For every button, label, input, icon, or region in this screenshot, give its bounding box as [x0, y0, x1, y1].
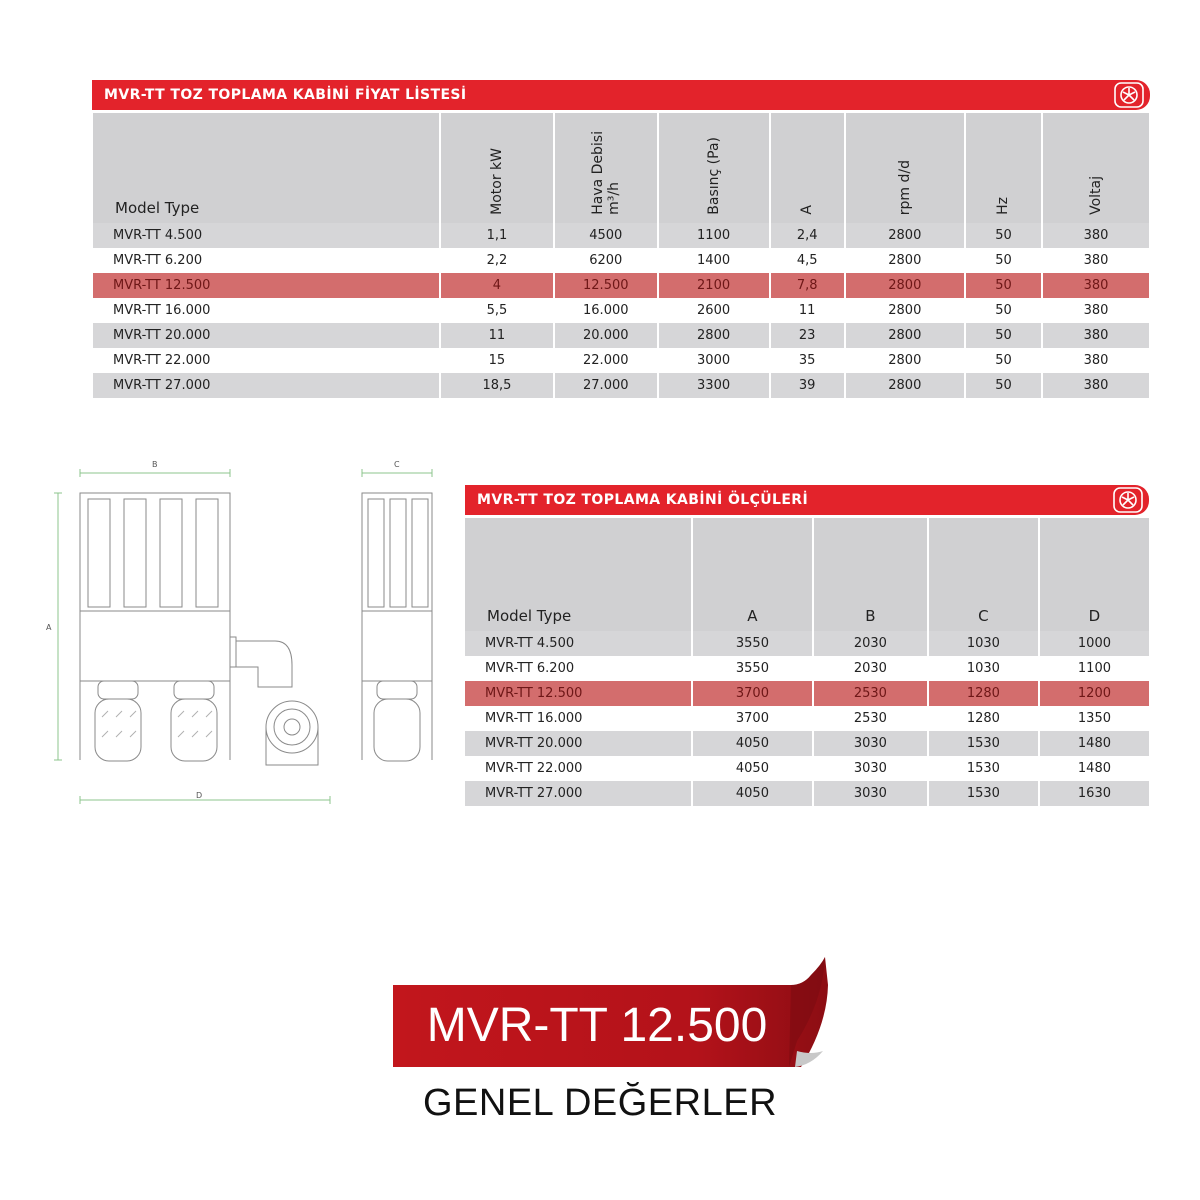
col-b: B: [814, 518, 927, 631]
price-list-table: [91, 113, 1151, 398]
cell-voltage: 380: [1043, 223, 1149, 248]
table-row: [465, 781, 1149, 806]
price-list-title-bar: [92, 80, 1150, 110]
cell-amp: 39: [771, 373, 844, 398]
cell-hz: 50: [966, 298, 1041, 323]
fan-logo-icon: [1113, 487, 1143, 513]
cell-d: 1100: [1040, 656, 1149, 681]
cell-voltage: 380: [1043, 298, 1149, 323]
cell-model: MVR-TT 27.000: [93, 373, 439, 398]
col-c: C: [929, 518, 1038, 631]
cell-a: 4050: [693, 731, 812, 756]
cell-air: 4500: [555, 223, 657, 248]
cell-d: 1000: [1040, 631, 1149, 656]
cell-pressure: 2100: [659, 273, 769, 298]
cell-amp: 35: [771, 348, 844, 373]
cell-pressure: 1400: [659, 248, 769, 273]
col-air-flow: Hava Debisim³/h: [555, 113, 657, 223]
table-row: [93, 348, 1149, 373]
table-row: [465, 756, 1149, 781]
banner-subtitle: GENEL DEĞERLER: [422, 1082, 778, 1124]
cell-b: 2530: [814, 681, 927, 706]
cell-c: 1280: [929, 681, 1038, 706]
col-d: D: [1040, 518, 1149, 631]
cell-voltage: 380: [1043, 248, 1149, 273]
col-a: A: [693, 518, 812, 631]
cell-air: 12.500: [555, 273, 657, 298]
cell-b: 3030: [814, 731, 927, 756]
table-row-highlighted: [93, 273, 1149, 298]
cell-b: 2030: [814, 656, 927, 681]
cell-amp: 4,5: [771, 248, 844, 273]
cell-motor: 4: [441, 273, 553, 298]
cell-model: MVR-TT 16.000: [93, 298, 439, 323]
cell-motor: 2,2: [441, 248, 553, 273]
cell-c: 1530: [929, 756, 1038, 781]
cell-d: 1200: [1040, 681, 1149, 706]
cell-air: 20.000: [555, 323, 657, 348]
table-row: [93, 248, 1149, 273]
cell-c: 1280: [929, 706, 1038, 731]
table-row: [93, 373, 1149, 398]
cell-c: 1030: [929, 656, 1038, 681]
cell-rpm: 2800: [846, 323, 964, 348]
cell-pressure: 3000: [659, 348, 769, 373]
col-pressure: Basınç (Pa): [659, 113, 769, 223]
cell-a: 3700: [693, 706, 812, 731]
cell-amp: 23: [771, 323, 844, 348]
dimensions-title: MVR-TT TOZ TOPLAMA KABİNİ ÖLÇÜLERİ: [477, 492, 809, 508]
cell-voltage: 380: [1043, 273, 1149, 298]
cell-motor: 18,5: [441, 373, 553, 398]
cell-c: 1530: [929, 781, 1038, 806]
cell-motor: 1,1: [441, 223, 553, 248]
table-row: [465, 731, 1149, 756]
col-voltage: Voltaj: [1043, 113, 1149, 223]
cell-voltage: 380: [1043, 373, 1149, 398]
fan-logo-icon: [1114, 82, 1144, 108]
cell-c: 1030: [929, 631, 1038, 656]
col-model-type: Model Type: [93, 113, 439, 223]
cell-model: MVR-TT 12.500: [465, 681, 691, 706]
dimensions-table: [463, 518, 1151, 806]
cell-rpm: 2800: [846, 373, 964, 398]
cell-b: 3030: [814, 781, 927, 806]
cell-pressure: 2600: [659, 298, 769, 323]
cell-model: MVR-TT 4.500: [465, 631, 691, 656]
cell-air: 22.000: [555, 348, 657, 373]
col-rpm: rpm d/d: [846, 113, 964, 223]
cell-pressure: 2800: [659, 323, 769, 348]
cell-b: 2030: [814, 631, 927, 656]
cell-model: MVR-TT 6.200: [465, 656, 691, 681]
cell-amp: 7,8: [771, 273, 844, 298]
cell-pressure: 3300: [659, 373, 769, 398]
cell-model: MVR-TT 12.500: [93, 273, 439, 298]
price-list-title: MVR-TT TOZ TOPLAMA KABİNİ FİYAT LİSTESİ: [104, 87, 467, 103]
cell-c: 1530: [929, 731, 1038, 756]
cell-d: 1350: [1040, 706, 1149, 731]
cell-air: 16.000: [555, 298, 657, 323]
col-motor-kw: Motor kW: [441, 113, 553, 223]
cell-model: MVR-TT 20.000: [465, 731, 691, 756]
cell-d: 1480: [1040, 731, 1149, 756]
cell-hz: 50: [966, 273, 1041, 298]
model-banner: [393, 955, 833, 1075]
cell-amp: 11: [771, 298, 844, 323]
dim-label-b: B: [152, 460, 158, 469]
cell-b: 3030: [814, 756, 927, 781]
cell-rpm: 2800: [846, 248, 964, 273]
dim-label-c: C: [394, 460, 400, 469]
cell-hz: 50: [966, 248, 1041, 273]
cell-pressure: 1100: [659, 223, 769, 248]
dimensions-title-bar: [465, 485, 1149, 515]
cell-amp: 2,4: [771, 223, 844, 248]
cell-motor: 11: [441, 323, 553, 348]
cell-hz: 50: [966, 223, 1041, 248]
cell-rpm: 2800: [846, 348, 964, 373]
cell-air: 27.000: [555, 373, 657, 398]
cell-d: 1630: [1040, 781, 1149, 806]
cell-motor: 15: [441, 348, 553, 373]
cell-model: MVR-TT 22.000: [93, 348, 439, 373]
table-row: [465, 706, 1149, 731]
cell-d: 1480: [1040, 756, 1149, 781]
col-amp: A: [771, 113, 844, 223]
cell-b: 2530: [814, 706, 927, 731]
cell-model: MVR-TT 16.000: [465, 706, 691, 731]
dim-label-a: A: [46, 623, 52, 632]
table-row: [465, 631, 1149, 656]
cell-rpm: 2800: [846, 298, 964, 323]
table-row: [93, 323, 1149, 348]
cell-air: 6200: [555, 248, 657, 273]
cell-a: 3550: [693, 631, 812, 656]
cell-voltage: 380: [1043, 323, 1149, 348]
cell-voltage: 380: [1043, 348, 1149, 373]
col-model-type: Model Type: [465, 518, 691, 631]
cell-model: MVR-TT 27.000: [465, 781, 691, 806]
table-row: [465, 656, 1149, 681]
cell-hz: 50: [966, 373, 1041, 398]
cell-a: 4050: [693, 781, 812, 806]
cell-hz: 50: [966, 348, 1041, 373]
cell-motor: 5,5: [441, 298, 553, 323]
cell-model: MVR-TT 4.500: [93, 223, 439, 248]
cell-a: 3700: [693, 681, 812, 706]
table-row-highlighted: [465, 681, 1149, 706]
dust-cabinet-drawing: [40, 455, 440, 805]
cell-rpm: 2800: [846, 273, 964, 298]
cell-a: 3550: [693, 656, 812, 681]
col-hz: Hz: [966, 113, 1041, 223]
cell-rpm: 2800: [846, 223, 964, 248]
cell-model: MVR-TT 20.000: [93, 323, 439, 348]
dim-label-d: D: [196, 791, 203, 800]
table-row: [93, 223, 1149, 248]
cell-hz: 50: [966, 323, 1041, 348]
banner-title: MVR-TT 12.500: [426, 998, 768, 1052]
cell-model: MVR-TT 6.200: [93, 248, 439, 273]
cell-model: MVR-TT 22.000: [465, 756, 691, 781]
table-row: [93, 298, 1149, 323]
cell-a: 4050: [693, 756, 812, 781]
